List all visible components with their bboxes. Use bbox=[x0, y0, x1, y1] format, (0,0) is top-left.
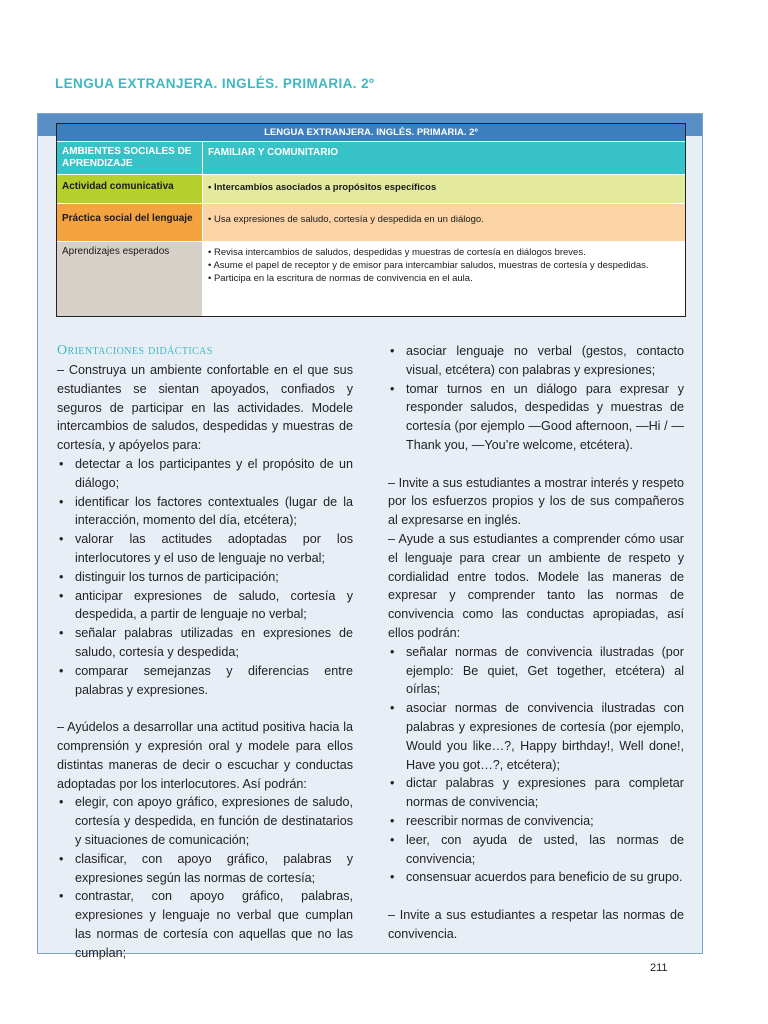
ambientes-label: AMBIENTES SOCIALES DE APRENDIZAJE bbox=[57, 142, 203, 174]
left-column bbox=[57, 342, 353, 963]
right-column bbox=[388, 342, 684, 944]
paragraph: – Ayude a sus estudiantes a comprender cómo usar el lenguaje para crear un ambiente de respeto y cordialidad entre todos. Modele las maneras de expresar y comprender tanto las normas de convivencia como las conductas apropiadas, así ellos podrán: bbox=[388, 531, 684, 640]
actividad-value: • Intercambios asociados a propósitos específicos bbox=[203, 175, 685, 203]
list-item: • elegir, con apoyo gráfico, expresiones de saludo, cortesía y despedida, en función de destinatarios y situaciones de comunicación; bbox=[59, 795, 353, 847]
ambientes-value: FAMILIAR Y COMUNITARIO bbox=[203, 142, 685, 174]
bullet-list bbox=[388, 342, 684, 455]
list-item: • reescribir normas de convivencia; bbox=[390, 813, 594, 828]
paragraph: – Invite a sus estudiantes a respetar las normas de convivencia. bbox=[388, 907, 684, 941]
list-item: • leer, con ayuda de usted, las normas de convivencia; bbox=[390, 832, 684, 866]
aprendizaje-item: • Revisa intercambios de saludos, despedidas y muestras de cortesía en diálogos breves. bbox=[208, 247, 586, 258]
section-title: Orientaciones didácticas bbox=[57, 343, 213, 358]
list-item: • comparar semejanzas y diferencias entre palabras y expresiones. bbox=[59, 663, 353, 697]
list-item: • clasificar, con apoyo gráfico, palabras y expresiones según las normas de cortesía; bbox=[59, 851, 353, 885]
aprendizaje-item: • Asume el papel de receptor y de emisor para intercambiar saludos, muestras de cortesía y despedidas. bbox=[208, 260, 649, 271]
list-item: • distinguir los turnos de participación; bbox=[59, 569, 279, 584]
page-number: 211 bbox=[650, 962, 668, 974]
list-item: • señalar normas de convivencia ilustradas (por ejemplo: Be quiet, Get together, etcétera) al oírlas; bbox=[390, 644, 684, 697]
list-item: • asociar lenguaje no verbal (gestos, contacto visual, etcétera) con palabras y expresiones; bbox=[390, 344, 684, 377]
actividad-label: Actividad comunicativa bbox=[57, 175, 203, 203]
aprendizajes-label: Aprendizajes esperados bbox=[57, 242, 203, 316]
curriculum-table bbox=[56, 123, 686, 317]
table-row-practica bbox=[57, 204, 685, 242]
content-panel bbox=[37, 113, 703, 960]
list-item: • detectar a los participantes y el propósito de un diálogo; bbox=[59, 456, 353, 490]
table-row-actividad bbox=[57, 175, 685, 204]
table-row-ambientes bbox=[57, 142, 685, 175]
list-item: • valorar las actitudes adoptadas por los interlocutores y el uso de lenguaje no verbal; bbox=[59, 532, 353, 565]
bullet-list bbox=[57, 793, 353, 962]
list-item: • anticipar expresiones de saludo, cortesía y despedida, a partir de lenguaje no verbal; bbox=[59, 588, 353, 622]
intro-paragraph: – Construya un ambiente confortable en el que sus estudiantes se sientan apoyados, confiados y seguros de participar en las actividades. Modele intercambios de saludos, despedidas y muestras de cortesía, y apóyelos para: bbox=[57, 363, 353, 453]
practica-value: • Usa expresiones de saludo, cortesía y despedida en un diálogo. bbox=[203, 204, 685, 241]
aprendizajes-list bbox=[203, 242, 685, 316]
aprendizaje-item: • Participa en la escritura de normas de convivencia en el aula. bbox=[208, 273, 473, 284]
table-row-aprendizajes bbox=[57, 242, 685, 316]
list-item: • tomar turnos en un diálogo para expresar y responder saludos, despedidas y muestras de cortesía (por ejemplo —Good afternoon, —Hi / —Thank you, —You’re welcome, etcétera). bbox=[390, 381, 684, 452]
list-item: • dictar palabras y expresiones para completar normas de convivencia; bbox=[390, 776, 684, 810]
list-item: • consensuar acuerdos para beneficio de su grupo. bbox=[390, 870, 683, 885]
list-item: • señalar palabras utilizadas en expresiones de saludo, cortesía y despedida; bbox=[59, 626, 353, 659]
practica-label: Práctica social del lenguaje bbox=[57, 204, 203, 241]
paragraph: – Invite a sus estudiantes a mostrar interés y respeto por los esfuerzos propios y los de sus compañeros al expresarse en inglés. bbox=[388, 475, 684, 528]
bullet-list bbox=[388, 643, 684, 887]
bullet-list bbox=[57, 455, 353, 699]
list-item: • identificar los factores contextuales (lugar de la interacción, momento del día, etcétera); bbox=[59, 494, 353, 528]
list-item: • asociar normas de convivencia ilustradas con palabras y expresiones de cortesía (por ejemplo, Would you like…?, Happy birthday!, Well done!, Have you got…?, etcétera); bbox=[390, 701, 684, 772]
page-title: LENGUA EXTRANJERA. INGLÉS. PRIMARIA. 2º bbox=[55, 76, 375, 91]
paragraph: – Ayúdelos a desarrollar una actitud positiva hacia la comprensión y expresión oral y modele para ellos distintas maneras de decir o escuchar y conductas adoptadas por los interlocutores. Así podrán: bbox=[57, 720, 353, 791]
list-item: • contrastar, con apoyo gráfico, palabras, expresiones y lenguaje no verbal que cumplan las normas de cortesía con aquellas que no las cumplan; bbox=[59, 889, 353, 960]
table-title: LENGUA EXTRANJERA. INGLÉS. PRIMARIA. 2º bbox=[57, 124, 685, 142]
